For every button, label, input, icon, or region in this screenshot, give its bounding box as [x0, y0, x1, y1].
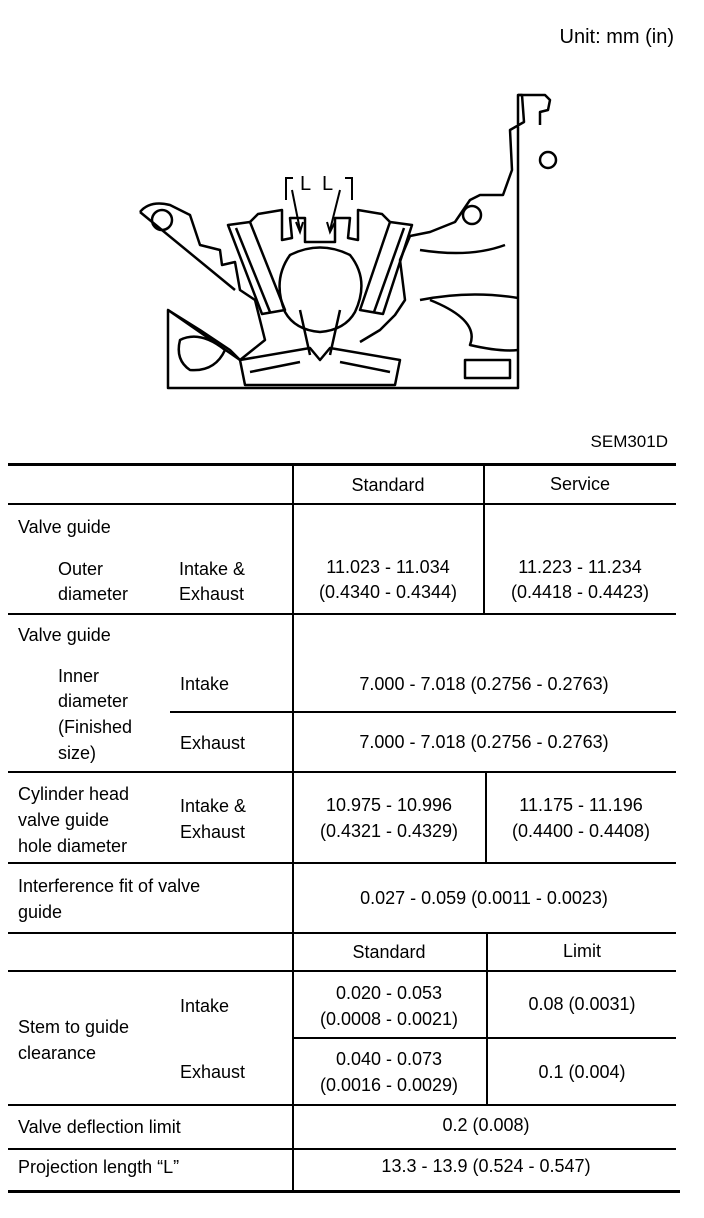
deflection-value: 0.2 (0.008)	[442, 1115, 530, 1135]
header2-standard: Standard	[352, 942, 426, 962]
projection-title: Projection length “L”	[18, 1157, 180, 1177]
guide-inner-intake-value: 7.000 - 7.018 (0.2756 - 0.2763)	[359, 674, 609, 694]
guide-outer-type-2: Exhaust	[179, 584, 245, 604]
head-hole-title-2: valve guide	[18, 810, 110, 830]
guide-inner-sub-2: diameter	[58, 691, 129, 711]
guide-outer-svc-1: 11.223 - 11.234	[518, 557, 642, 577]
guide-outer-sub-1: Outer	[58, 559, 104, 579]
header-service: Service	[549, 474, 611, 494]
guide-outer-sub-2: diameter	[58, 584, 129, 604]
stem-exhaust-limit: 0.1 (0.004)	[538, 1062, 626, 1082]
head-hole-title-1: Cylinder head	[18, 784, 130, 804]
stem-exhaust-std-2: (0.0016 - 0.0029)	[319, 1075, 459, 1095]
guide-inner-sub-1: Inner	[58, 666, 100, 686]
head-hole-std-1: 10.975 - 10.996	[325, 795, 453, 815]
guide-outer-type-1: Intake &	[179, 559, 246, 579]
stem-title-2: clearance	[18, 1043, 97, 1063]
projection-value: 13.3 - 13.9 (0.524 - 0.547)	[381, 1156, 591, 1176]
head-hole-type-2: Exhaust	[180, 822, 246, 842]
interference-title-1: Interference fit of valve	[18, 876, 201, 896]
unit-label: Unit: mm (in)	[559, 26, 674, 48]
guide-inner-title: Valve guide	[18, 625, 111, 645]
stem-intake-std-1: 0.020 - 0.053	[335, 983, 443, 1003]
guide-inner-exhaust-label: Exhaust	[180, 733, 246, 753]
guide-outer-svc-2: (0.4418 - 0.4423)	[510, 582, 650, 602]
head-hole-title-3: hole diameter	[18, 836, 128, 856]
l-label-right: L	[322, 173, 334, 195]
guide-outer-std-1: 11.023 - 11.034	[326, 557, 450, 577]
stem-intake-label: Intake	[180, 996, 230, 1016]
l-label-left: L	[300, 173, 312, 195]
cylinder-head-diagram	[0, 0, 704, 430]
stem-intake-limit: 0.08 (0.0031)	[528, 994, 636, 1014]
head-hole-svc-2: (0.4400 - 0.4408)	[511, 821, 651, 841]
stem-title-1: Stem to guide	[18, 1017, 130, 1037]
stem-exhaust-std-1: 0.040 - 0.073	[335, 1049, 443, 1069]
guide-outer-std-2: (0.4340 - 0.4344)	[318, 582, 458, 602]
guide-inner-sub-3: (Finished	[58, 717, 133, 737]
interference-title-2: guide	[18, 902, 63, 922]
stem-exhaust-label: Exhaust	[180, 1062, 246, 1082]
figure-code: SEM301D	[590, 432, 668, 451]
guide-inner-exhaust-value: 7.000 - 7.018 (0.2756 - 0.2763)	[359, 732, 609, 752]
guide-inner-sub-4: size)	[58, 743, 97, 763]
stem-intake-std-2: (0.0008 - 0.0021)	[319, 1009, 459, 1029]
head-hole-svc-1: 11.175 - 11.196	[519, 795, 643, 815]
header-standard: Standard	[351, 475, 425, 495]
guide-inner-intake-label: Intake	[180, 674, 230, 694]
deflection-title: Valve deflection limit	[18, 1117, 181, 1137]
header2-limit: Limit	[562, 941, 602, 961]
interference-value: 0.027 - 0.059 (0.0011 - 0.0023)	[360, 888, 608, 908]
guide-outer-title: Valve guide	[18, 517, 111, 537]
head-hole-type-1: Intake &	[180, 796, 247, 816]
head-hole-std-2: (0.4321 - 0.4329)	[319, 821, 459, 841]
